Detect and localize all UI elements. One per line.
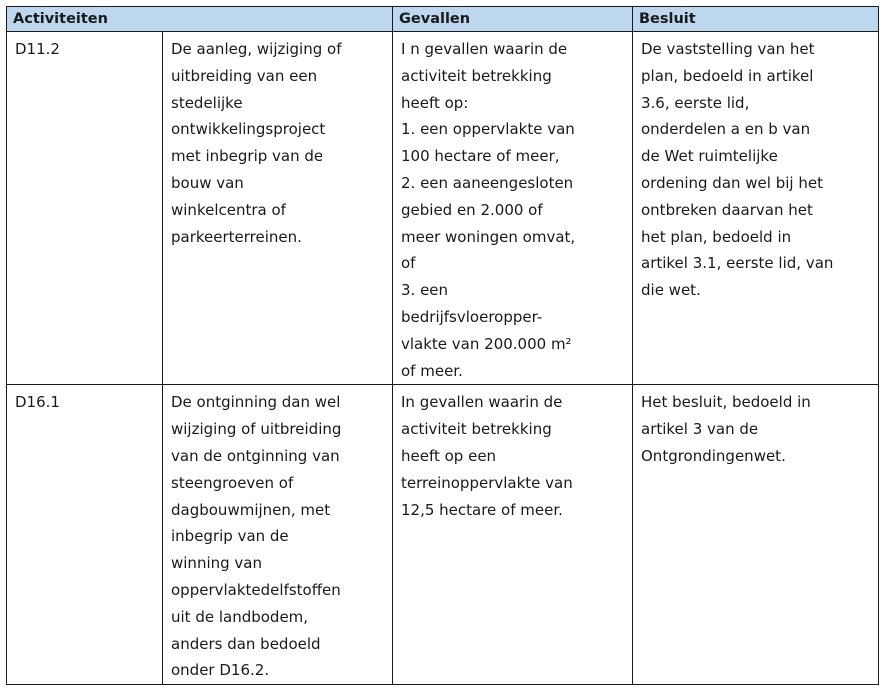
cases-cell-line: of (401, 254, 416, 273)
cases-cell-line: gebied en 2.000 of (401, 200, 543, 219)
activity-description-line: stedelijke (171, 93, 243, 112)
header-gevallen: Gevallen (393, 7, 633, 32)
activity-description-line: parkeerterreinen. (171, 227, 302, 246)
activity-description-line: oppervlaktedelfstoffen (171, 580, 341, 599)
activity-description-line: winkelcentra of (171, 200, 286, 219)
table-row (7, 385, 879, 685)
decision-cell-line: onderdelen a en b van (641, 120, 811, 139)
decision-cell-line: die wet. (641, 281, 701, 300)
activity-description-line: dagbouwmijnen, met (171, 500, 331, 519)
activity-description (163, 385, 393, 685)
cases-cell-line: meer woningen omvat, (401, 227, 576, 246)
cases-cell-line: heeft op: (401, 93, 469, 112)
activity-description-line: wijziging of uitbreiding (171, 420, 342, 439)
activity-description-line: steengroeven of (171, 473, 294, 492)
activity-description-line: De aanleg, wijziging of (171, 40, 342, 58)
activity-description-line: winning van (171, 554, 262, 573)
decision-cell-line: plan, bedoeld in artikel (641, 66, 814, 85)
decision-cell-line: de Wet ruimtelijke (641, 147, 778, 166)
cases-cell (393, 385, 633, 685)
activity-description-line: inbegrip van de (171, 527, 289, 546)
header-activiteiten: Activiteiten (7, 7, 393, 32)
cases-cell-line: bedrijfsvloeropper- (401, 307, 543, 326)
cases-cell-line: heeft op een (401, 446, 497, 465)
activity-code: D16.1 (7, 385, 163, 685)
cases-cell-line: In gevallen waarin de (401, 393, 563, 412)
decision-cell (633, 385, 879, 685)
decision-cell-line: De vaststelling van het (641, 40, 815, 58)
decision-cell-line: ordening dan wel bij het (641, 173, 823, 192)
activity-description-line: uit de landbodem, (171, 607, 309, 626)
decision-cell-line: artikel 3.1, eerste lid, van (641, 254, 834, 273)
header-besluit: Besluit (633, 7, 879, 32)
cases-cell-line: I n gevallen waarin de (401, 40, 568, 58)
cases-cell-line: activiteit betrekking (401, 420, 552, 439)
cases-cell-line: 3. een (401, 281, 449, 300)
decision-cell-line: artikel 3 van de (641, 420, 759, 439)
cases-cell-line: vlakte van 200.000 m² (401, 334, 572, 353)
decision-cell (633, 32, 879, 385)
decision-cell-line: 3.6, eerste lid, (641, 93, 750, 112)
activity-description-line: bouw van (171, 173, 244, 192)
activity-description-line: anders dan bedoeld (171, 634, 321, 653)
activities-table (6, 6, 879, 685)
cases-cell-line: 100 hectare of meer, (401, 147, 560, 166)
activity-description-line: met inbegrip van de (171, 147, 324, 166)
table-body (7, 32, 879, 685)
decision-cell-line: Het besluit, bedoeld in (641, 393, 811, 412)
cases-cell-line: terreinoppervlakte van (401, 473, 573, 492)
activity-description-line: onder D16.2. (171, 661, 270, 680)
decision-cell-line: ontbreken daarvan het (641, 200, 813, 219)
decision-cell-line: Ontgrondingenwet. (641, 446, 786, 465)
activity-description (163, 32, 393, 385)
activity-description-line: uitbreiding van een (171, 66, 318, 85)
cases-cell-line: 2. een aaneengesloten (401, 173, 574, 192)
decision-cell-line: het plan, bedoeld in (641, 227, 792, 246)
cases-cell-line: 1. een oppervlakte van (401, 120, 575, 139)
cases-cell-line: activiteit betrekking (401, 66, 552, 85)
table-row (7, 32, 879, 385)
cases-cell-line: 12,5 hectare of meer. (401, 500, 563, 519)
cases-cell-line: of meer. (401, 361, 463, 380)
activity-code: D11.2 (7, 32, 163, 385)
activity-description-line: ontwikkelingsproject (171, 120, 326, 139)
activity-description-line: van de ontginning van (171, 446, 340, 465)
activity-description-line: De ontginning dan wel (171, 393, 341, 412)
header-row (7, 7, 879, 32)
cases-cell (393, 32, 633, 385)
